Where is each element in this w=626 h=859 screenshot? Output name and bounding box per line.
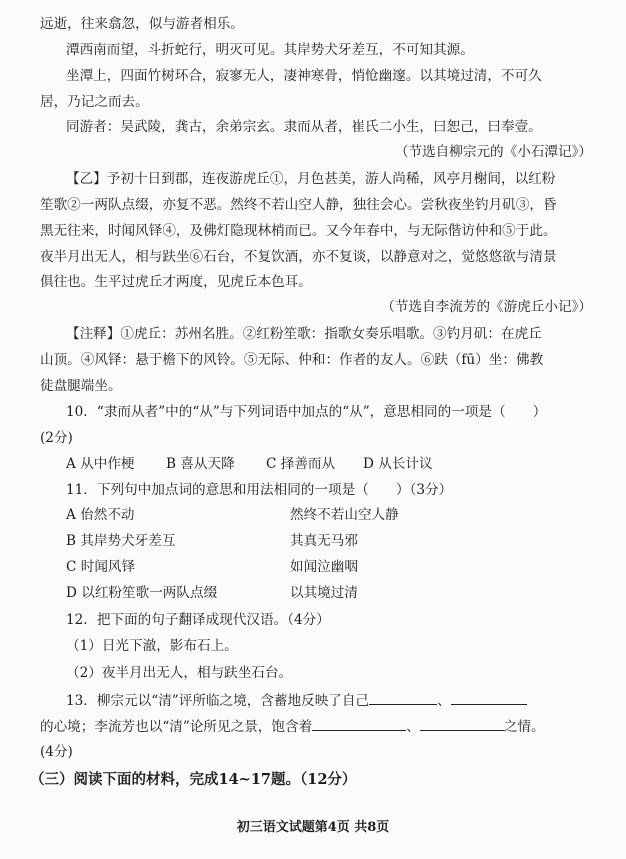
q10-score: (2分) — [40, 430, 73, 446]
passage-yi-line: 俱往也。生平过虎丘才两度，见虎丘本色耳。 — [40, 274, 312, 290]
q11-b-right: 其真无马邪 — [290, 533, 358, 549]
answer-blank[interactable] — [312, 716, 406, 731]
page-footer: 初三语文试题第4页 共8页 — [236, 820, 390, 835]
q11-d-left: D 以红粉笙歌一两队点缀 — [66, 585, 218, 601]
q13-separator: 、 — [437, 693, 451, 709]
q13-stem-2: 的心境；李流芳也以“清”论所见之景，饱含着 — [40, 719, 313, 735]
passage-yi-source: （节选自李流芳的《游虎丘小记》） — [381, 299, 592, 315]
q13-line-2 — [40, 716, 592, 736]
q13-stem: 13．柳宗元以“清”评所临之境，含蓄地反映了自己 — [66, 693, 370, 709]
notes-line: 山顶。④风铎：悬于檐下的风铃。⑤无际、仲和：作者的友人。⑥趺（fū）坐：佛教 — [40, 352, 544, 368]
passage-yi-line: 夜半月出无人，相与趺坐⑥石台，不复饮酒，亦不复谈，以静意对之，觉悠悠欲与清景 — [40, 249, 557, 265]
q10-stem: 10．“隶而从者”中的“从”与下列词语中加点的“从”，意思相同的一项是（ ） — [66, 404, 547, 420]
q10-option-c: C 择善而从 — [266, 456, 336, 472]
notes-line: 徒盘腿端坐。 — [40, 378, 122, 394]
q13-separator: 、 — [406, 719, 420, 735]
q11-option-c — [66, 557, 592, 577]
passage-jia-source: （节选自柳宗元的《小石潭记》） — [394, 144, 592, 160]
passage-jia-line: 同游者：吴武陵，龚古，余弟宗玄。隶而从者，崔氏二小生，曰恕己，曰奉壹。 — [66, 119, 542, 135]
q12-sentence-1: （1）日光下澈，影布石上。 — [66, 638, 238, 654]
q11-a-right: 然终不若山空人静 — [290, 507, 399, 523]
q11-b-left: B 其岸势犬牙差互 — [66, 533, 176, 549]
q12-stem: 12．把下面的句子翻译成现代汉语。（4分） — [66, 612, 330, 628]
passage-jia-line: 坐潭上，四面竹树环合，寂寥无人，凄神寒骨，悄怆幽邃。以其境过清，不可久 — [66, 68, 542, 84]
q11-c-right: 如闻泣幽咽 — [290, 559, 358, 575]
q11-d-right: 以其境过清 — [290, 585, 358, 601]
q11-option-a — [66, 505, 592, 525]
passage-jia-line: 居，乃记之而去。 — [40, 94, 149, 110]
q11-a-left: A 佁然不动 — [66, 507, 135, 523]
q11-stem: 11．下列句中加点词的意思和用法相同的一项是（ ）（3分） — [66, 482, 453, 498]
q13-line-1 — [66, 690, 592, 710]
q10-option-b: B 喜从天降 — [166, 456, 235, 472]
passage-jia-line: 潭西南而望，斗折蛇行，明灭可见。其岸势犬牙差互，不可知其源。 — [66, 42, 474, 58]
passage-yi-line: 【乙】予初十日到郡，连夜游虎丘①，月色甚美，游人尚稀，风亭月榭间，以红粉 — [66, 171, 556, 187]
q10-options — [66, 454, 592, 474]
section-3-heading: （三）阅读下面的材料，完成14~17题。（12分） — [30, 771, 357, 788]
q13-stem-end: 之情。 — [503, 719, 545, 735]
q10-option-d: D 从长计议 — [363, 456, 433, 472]
answer-blank[interactable] — [451, 690, 527, 705]
passage-yi-line: 黑无往来，时闻风铎④，及佛灯隐现林梢而已。又今年春中，与无际偕访仲和⑤于此。 — [40, 223, 557, 239]
q11-c-left: C 时闻风铎 — [66, 559, 136, 575]
passage-yi-line: 笙歌②一两队点缀，亦复不恶。然终不若山空人静，独往会心。尝秋夜坐钓月矶③，昏 — [40, 197, 557, 213]
answer-blank[interactable] — [369, 690, 437, 705]
answer-blank[interactable] — [420, 716, 504, 731]
q10-option-a: A 从中作梗 — [66, 456, 135, 472]
q11-option-d — [66, 583, 592, 603]
q13-score: (4分) — [40, 744, 73, 760]
notes-line: 【注释】①虎丘：苏州名胜。②红粉笙歌：指歌女奏乐唱歌。③钓月矶：在虎丘 — [66, 326, 542, 342]
q12-sentence-2: （2）夜半月出无人，相与趺坐石台。 — [66, 665, 293, 681]
passage-jia-line: 远逝，往来翕忽，似与游者相乐。 — [40, 16, 244, 32]
q11-option-b — [66, 531, 592, 551]
